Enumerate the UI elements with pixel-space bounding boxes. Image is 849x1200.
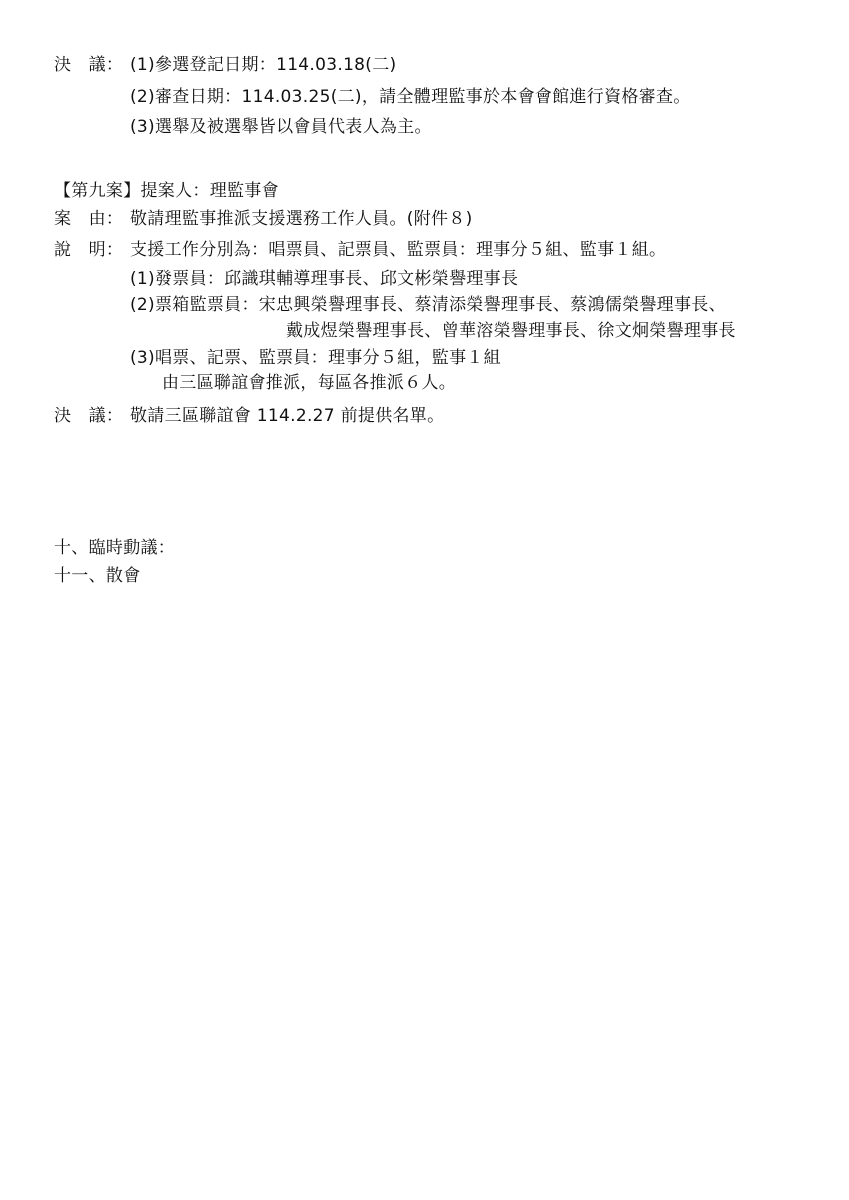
case9-resolution-label: 決 議： xyxy=(54,406,124,426)
case9-explanation: 支援工作分別為：唱票員、記票員、監票員：理事分５組、監事１組。 xyxy=(130,240,667,260)
resolution-item-2: (2)審查日期：114.03.25(二)，請全體理監事於本會會館進行資格審查。 xyxy=(130,87,691,107)
case9-explanation-item-3-note: 由三區聯誼會推派，每區各推派６人。 xyxy=(162,373,457,393)
case9-explanation-item-3: (3)唱票、記票、監票員：理事分５組，監事１組 xyxy=(130,348,501,368)
resolution-item-3: (3)選舉及被選舉皆以會員代表人為主。 xyxy=(130,117,432,137)
case9-explanation-item-1: (1)發票員：邱識琪輔導理事長、邱文彬榮譽理事長 xyxy=(130,269,519,289)
case9-reason: 敬請理監事推派支援選務工作人員。(附件８) xyxy=(130,209,473,229)
case9-explanation-item-2-continued: 戴成煜榮譽理事長、曾華溶榮譽理事長、徐文炯榮譽理事長 xyxy=(286,321,736,341)
case9-resolution: 敬請三區聯誼會 114.2.27 前提供名單。 xyxy=(130,406,445,426)
agenda-item-11: 十一、散會 xyxy=(54,566,141,586)
case9-reason-label: 案 由： xyxy=(54,209,124,229)
resolution-item-1: (1)參選登記日期：114.03.18(二) xyxy=(130,55,397,75)
resolution-label: 決 議： xyxy=(54,55,124,75)
case9-heading: 【第九案】提案人：理監事會 xyxy=(54,181,279,201)
agenda-item-10: 十、臨時動議： xyxy=(54,538,176,558)
case9-explanation-item-2: (2)票箱監票員：宋忠興榮譽理事長、蔡清添榮譽理事長、蔡鴻儒榮譽理事長、 xyxy=(130,295,726,315)
case9-explanation-label: 說 明： xyxy=(54,240,124,260)
